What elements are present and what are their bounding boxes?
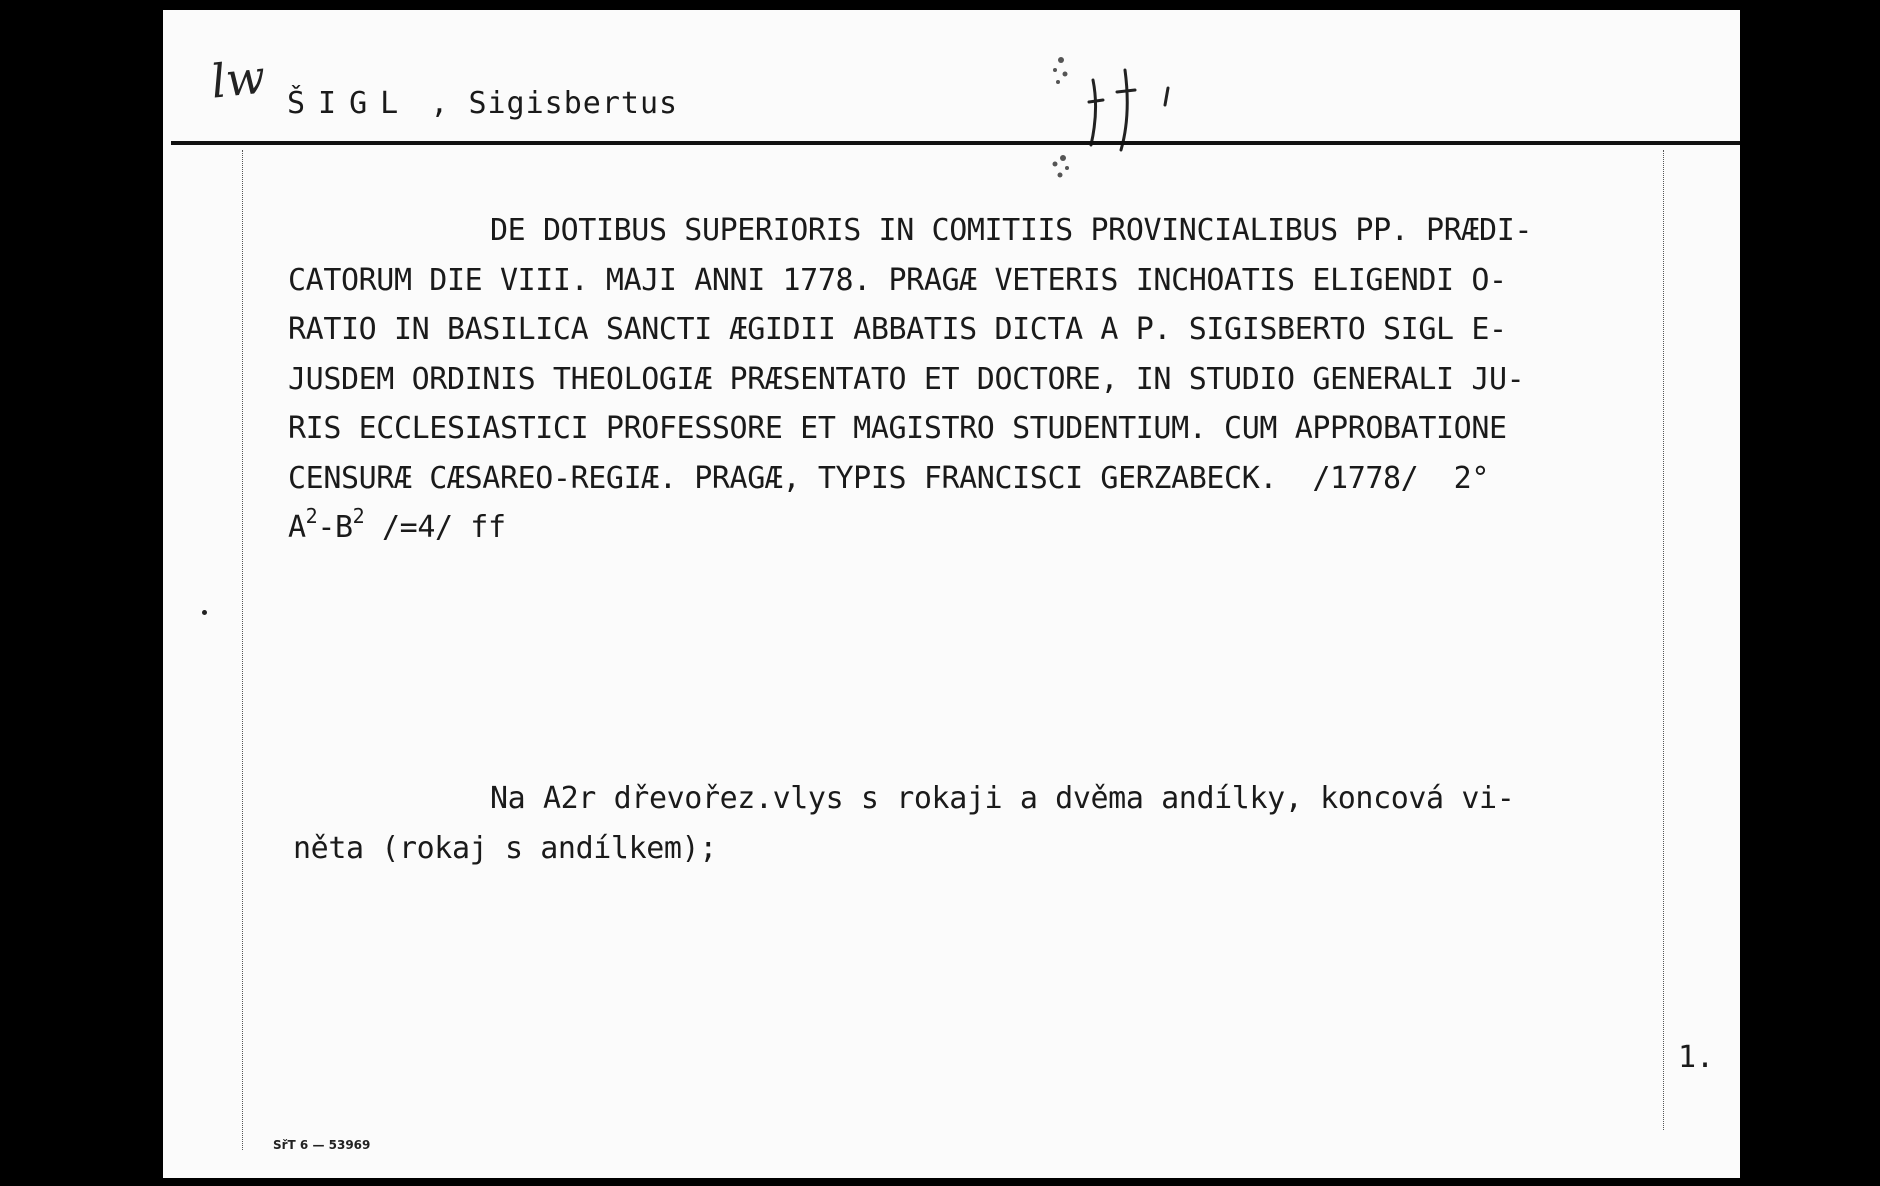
note-block — [293, 774, 1683, 874]
heading-separator: , — [411, 86, 469, 121]
handwritten-shelf-mark — [1033, 40, 1253, 190]
note-line: něta (rokaj s andílkem); — [293, 831, 717, 866]
bibliographic-description — [288, 206, 1678, 553]
left-margin-line — [242, 150, 243, 1150]
note-line: Na A2r dřevořez.vlys s rokaji a dvěma andílky, koncová vi- — [490, 781, 1515, 816]
header-rule — [171, 141, 1740, 145]
description-line: CENSURÆ CÆSAREO-REGIÆ. PRAGÆ, TYPIS FRANCISCI GERZABECK. /1778/ 2° — [288, 460, 1489, 496]
description-line: RATIO IN BASILICA SANCTI ÆGIDII ABBATIS DICTA A P. SIGISBERTO SIGL E- — [288, 312, 1507, 347]
author-surname: ŠIGL — [287, 86, 412, 121]
printer-mark: SřT 6 — 53969 — [273, 1138, 371, 1152]
description-line: JUSDEM ORDINIS THEOLOGIÆ PRÆSENTATO ET DOCTORE, IN STUDIO GENERALI JU- — [288, 361, 1525, 397]
author-heading — [287, 86, 678, 121]
catalog-card — [163, 10, 1740, 1178]
card-number: 1. — [1678, 1040, 1715, 1075]
initial-mark: lw — [208, 49, 268, 109]
margin-dot — [202, 610, 207, 615]
description-line: DE DOTIBUS SUPERIORIS IN COMITIIS PROVINCIALIBUS PP. PRÆDI- — [490, 213, 1533, 248]
author-given-name: Sigisbertus — [468, 86, 679, 121]
collation-line: $A^2-B^2$ /=4/ ff — [288, 504, 506, 545]
description-line: RIS ECCLESIASTICI PROFESSORE ET MAGISTRO STUDENTIUM. CUM APPROBATIONE — [288, 411, 1507, 446]
description-line: CATORUM DIE VIII. MAJI ANNI 1778. PRAGÆ VETERIS INCHOATIS ELIGENDI O- — [288, 262, 1507, 298]
